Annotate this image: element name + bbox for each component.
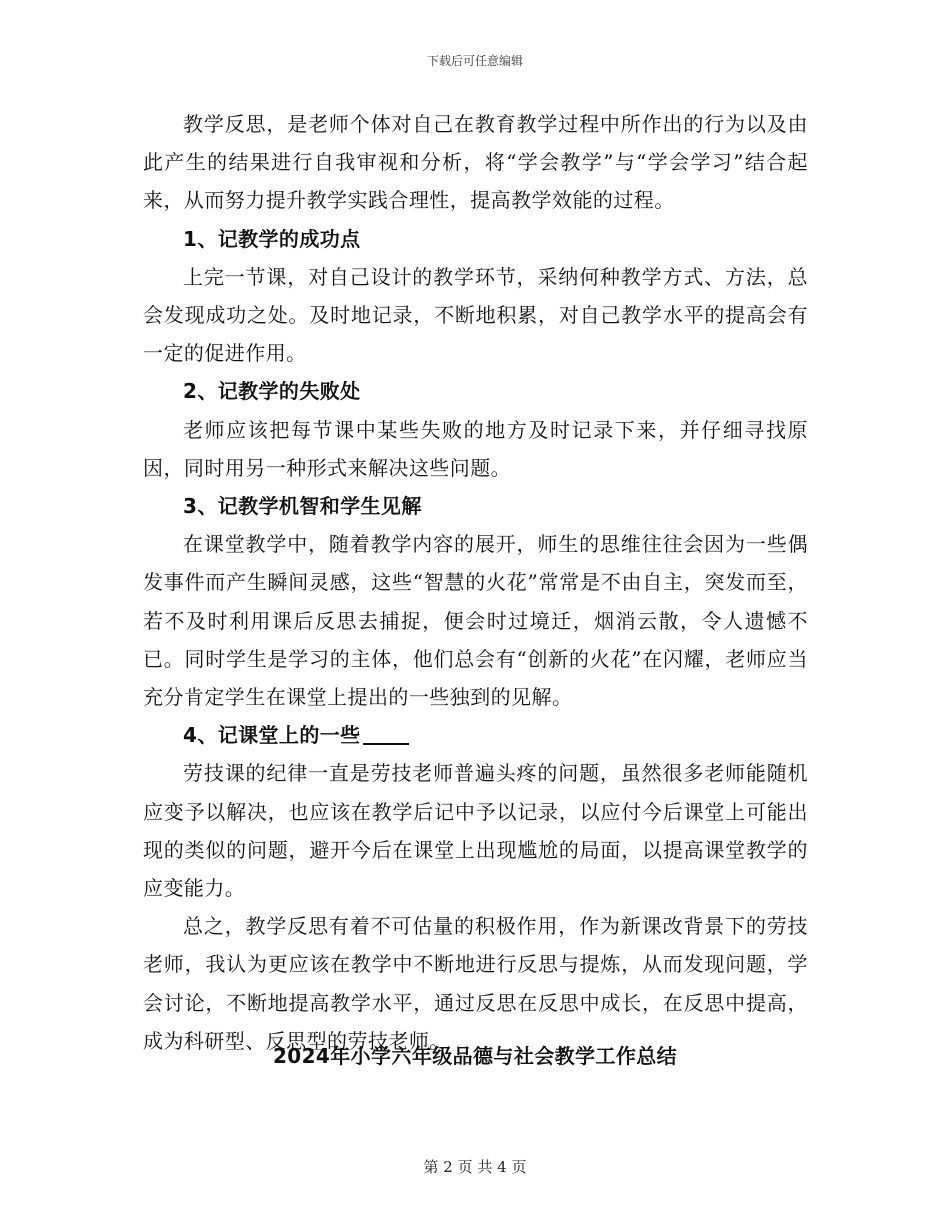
section-paragraph-1: 上完一节课，对自己设计的教学环节，采纳何种教学方式、方法，总会发现成功之处。及时地记录，不断地积累，对自己教学水平的提高会有一定的促进作用。	[143, 264, 808, 366]
section-paragraph-3: 在课堂教学中，随着教学内容的展开，师生的思维往往会因为一些偶发事件而产生瞬间灵感，这些“智慧的火花”常常是不由自主，突发而至，若不及时利用课后反思去捕捉，便会时过境迁，烟消云散，令人遗憾不已。同时学生是学习的主体，他们总会有“创新的火花”在闪耀，老师应当充分肯定学生在课堂上提出的一些独到的见解。	[143, 532, 808, 710]
section-heading-1: 1、记教学的成功点	[183, 226, 361, 251]
section-heading-2: 2、记教学的失败处	[183, 379, 361, 404]
section-paragraph-4: 劳技课的纪律一直是劳技老师普遍头疼的问题，虽然很多老师能随机应变予以解决，也应该在教学后记中予以记录，以应付今后课堂上可能出现的类似的问题，避开今后在课堂上出现尴尬的局面，以提高课堂教学的应变能力。	[143, 761, 808, 901]
document-body	[143, 105, 808, 1060]
next-document-title: 2024年小学六年级品德与社会教学工作总结	[272, 1044, 678, 1068]
conclusion-paragraph: 总之，教学反思有着不可估量的积极作用，作为新课改背景下的劳技老师，我认为更应该在教学中不断地进行反思与提炼，从而发现问题，学会讨论，不断地提高教学水平，通过反思在反思中成长，在反思中提高，成为科研型、反思型的劳技老师。	[143, 914, 808, 1053]
page-footer: 第 2 页 共 4 页	[423, 1158, 527, 1176]
section-paragraph-2: 老师应该把每节课中某些失败的地方及时记录下来，并仔细寻找原因，同时用另一种形式来解决这些问题。	[143, 417, 808, 480]
fill-in-blank	[363, 721, 409, 745]
section-heading-4-line	[143, 716, 808, 754]
section-heading-3: 3、记教学机智和学生见解	[183, 494, 422, 519]
intro-paragraph: 教学反思，是老师个体对自己在教育教学过程中所作出的行为以及由此产生的结果进行自我审视和分析，将“学会教学”与“学会学习”结合起来，从而努力提升教学实践合理性，提高教学效能的过程。	[143, 112, 808, 213]
section-heading-4: 4、记课堂上的一些	[183, 723, 361, 748]
header-note: 下载后可任意编辑	[426, 54, 523, 68]
